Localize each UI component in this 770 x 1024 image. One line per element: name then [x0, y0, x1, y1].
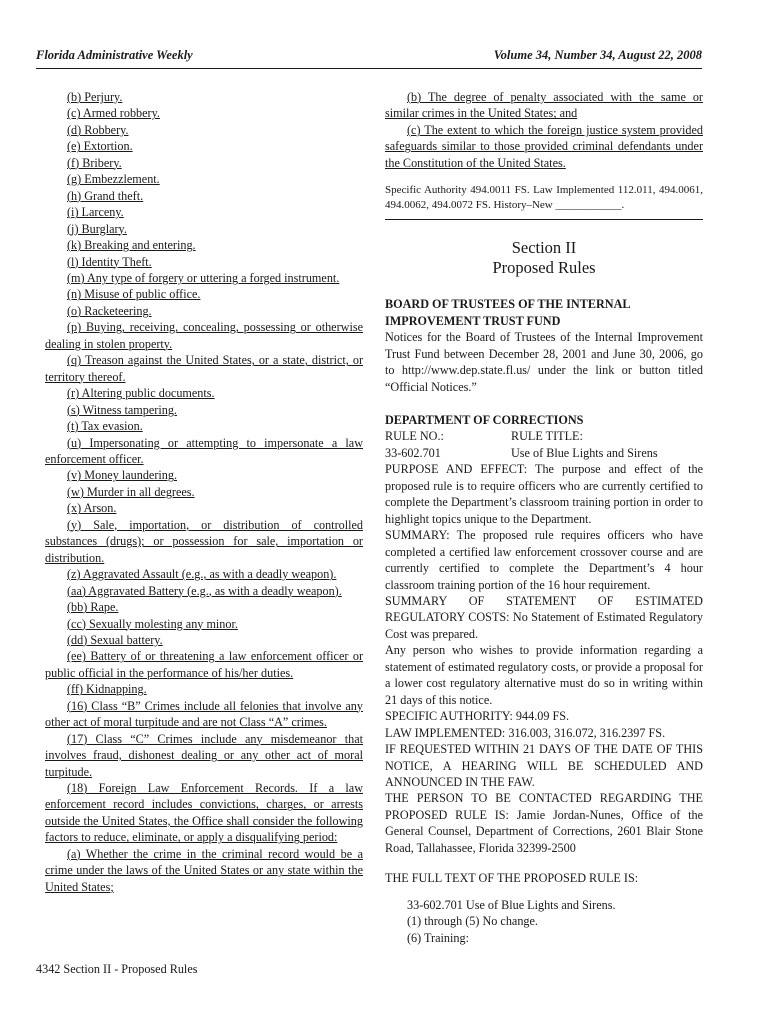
section-subtitle: Proposed Rules — [492, 258, 596, 278]
list-item: (x) Arson. — [67, 501, 117, 516]
list-item: (o) Racketeering. — [67, 303, 152, 318]
rule-no-label: RULE NO.: — [385, 429, 444, 444]
specific-authority: SPECIFIC AUTHORITY: 944.09 FS. — [385, 709, 570, 724]
list-item: (w) Murder in all degrees. — [67, 484, 195, 499]
law-implemented: LAW IMPLEMENTED: 316.003, 316.072, 316.2397 FS. — [385, 725, 666, 740]
list-item: (aa) Aggravated Battery (e.g., as with a deadly weapon). — [67, 583, 342, 598]
section-title: Section II — [511, 238, 577, 258]
list-item: (v) Money laundering. — [67, 468, 177, 483]
department-heading: DEPARTMENT OF CORRECTIONS — [385, 412, 584, 427]
list-item: (bb) Rape. — [67, 600, 119, 615]
full-text-line: 33-602.701 Use of Blue Lights and Sirens. — [407, 897, 616, 912]
paragraph: (a) Whether the crime in the criminal record would be a crime under the laws of the United States or any state within the United States; — [45, 846, 363, 894]
right-column — [385, 89, 703, 946]
issue-info: Volume 34, Number 34, August 22, 2008 — [493, 48, 702, 62]
regulatory-costs: SUMMARY OF STATEMENT OF ESTIMATED REGULATORY COSTS: No Statement of Estimated Regulatory Cost was prepared. — [385, 593, 703, 641]
list-item: (s) Witness tampering. — [67, 402, 177, 417]
list-item: (t) Tax evasion. — [67, 419, 143, 434]
list-item: (h) Grand theft. — [67, 188, 144, 203]
purpose-and-effect: PURPOSE AND EFFECT: The purpose and effect of the proposed rule is to require officers who are currently certified to complete the Department’s classroom training portion in order to highlight topics unique to the Department. — [385, 462, 703, 526]
list-item: (c) Armed robbery. — [67, 106, 160, 121]
list-item: (f) Bribery. — [67, 155, 122, 170]
paragraph: (18) Foreign Law Enforcement Records. If a law enforcement record includes convictions, charges, or arrests outside the United States, the Office shall consider the following factors to reduce, eliminate, or apply a disqualifying period: — [45, 781, 363, 845]
full-text-line: (1) through (5) No change. — [407, 914, 538, 929]
page-footer: 4342 Section II - Proposed Rules — [36, 962, 198, 976]
rule-no: 33-602.701 — [385, 445, 441, 460]
list-item: (y) Sale, importation, or distribution of controlled substances (drugs); or possession for sale, importation or distribution. — [45, 517, 363, 565]
contact-person: THE PERSON TO BE CONTACTED REGARDING THE PROPOSED RULE IS: Jamie Jordan-Nunes, Office of the General Counsel, Department of Corrections, 2601 Blair Stone Road, Tallahassee, Florida 32399-2500 — [385, 791, 703, 855]
list-item: (ee) Battery of or threatening a law enforcement officer or public official in the performance of his/her duties. — [45, 649, 363, 680]
rule-title-label: RULE TITLE: — [511, 429, 583, 444]
page-header — [36, 48, 702, 64]
board-heading-line-2: IMPROVEMENT TRUST FUND — [385, 313, 561, 328]
summary: SUMMARY: The proposed rule requires officers who have completed a certified law enforcement crossover course and are currently certified to complete the Department’s 4 hour classroom training portion of the 16 hour requirement. — [385, 528, 703, 592]
hearing-notice: IF REQUESTED WITHIN 21 DAYS OF THE DATE OF THIS NOTICE, A HEARING WILL BE SCHEDULED AND ANNOUNCED IN THE FAW. — [385, 742, 703, 789]
list-item: (dd) Sexual battery. — [67, 632, 163, 647]
list-item: (z) Aggravated Assault (e.g., as with a deadly weapon). — [67, 567, 337, 582]
list-item: (b) Perjury. — [67, 90, 123, 104]
list-item: (u) Impersonating or attempting to impersonate a law enforcement officer. — [45, 435, 363, 466]
list-item: (q) Treason against the United States, or a state, district, or territory thereof. — [45, 353, 363, 384]
specific-authority-note: Specific Authority 494.0011 FS. Law Implemented 112.011, 494.0061, 494.0062, 494.0072 FS. History–New ____________. — [385, 184, 703, 211]
list-item: (r) Altering public documents. — [67, 386, 215, 401]
board-notice: Notices for the Board of Trustees of the Internal Improvement Trust Fund between December 28, 2001 and June 30, 2006, go to http://www.dep.state.fl.us/ under the link or button titled “Official Notices.” — [385, 330, 703, 394]
list-item: (e) Extortion. — [67, 139, 133, 154]
paragraph: (17) Class “C” Crimes include any misdemeanor that involves fraud, dishonest dealing or any other act of moral turpitude. — [45, 731, 363, 779]
list-item: (i) Larceny. — [67, 205, 124, 220]
list-item: (cc) Sexually molesting any minor. — [67, 616, 238, 631]
list-item: (l) Identity Theft. — [67, 254, 152, 269]
rule-title: Use of Blue Lights and Sirens — [511, 445, 658, 460]
list-item: (n) Misuse of public office. — [67, 287, 201, 302]
list-item: (g) Embezzlement. — [67, 172, 160, 187]
full-text-line: (6) Training: — [407, 930, 469, 945]
list-item: (m) Any type of forgery or uttering a forged instrument. — [67, 270, 340, 285]
board-heading: BOARD OF TRUSTEES OF THE INTERNAL — [385, 297, 631, 312]
section-divider — [385, 219, 703, 220]
rule-table-header — [385, 428, 703, 444]
list-item: (c) The extent to which the foreign justice system provided safeguards similar to those provided criminal defendants under the Constitution of the United States. — [385, 122, 703, 170]
rule-table-row — [385, 445, 703, 461]
list-item: (ff) Kidnapping. — [67, 682, 147, 697]
list-item: (j) Burglary. — [67, 221, 127, 236]
any-person-notice: Any person who wishes to provide information regarding a statement of estimated regulatory costs, or provide a proposal for a lower cost regulatory alternative must do so in writing within 21 days of this notice. — [385, 643, 703, 707]
list-item: (b) The degree of penalty associated with the same or similar crimes in the United States; and — [385, 90, 703, 121]
left-column — [45, 89, 363, 895]
list-item: (k) Breaking and entering. — [67, 238, 196, 253]
list-item: (d) Robbery. — [67, 122, 129, 137]
paragraph: (16) Class “B” Crimes include all felonies that involve any other act of moral turpitude and are not Class “A” crimes. — [45, 698, 363, 730]
header-rule — [36, 68, 702, 69]
publication-title: Florida Administrative Weekly — [36, 48, 193, 62]
list-item: (p) Buying, receiving, concealing, possessing or otherwise dealing in stolen property. — [45, 320, 363, 351]
full-text-heading: THE FULL TEXT OF THE PROPOSED RULE IS: — [385, 871, 639, 886]
